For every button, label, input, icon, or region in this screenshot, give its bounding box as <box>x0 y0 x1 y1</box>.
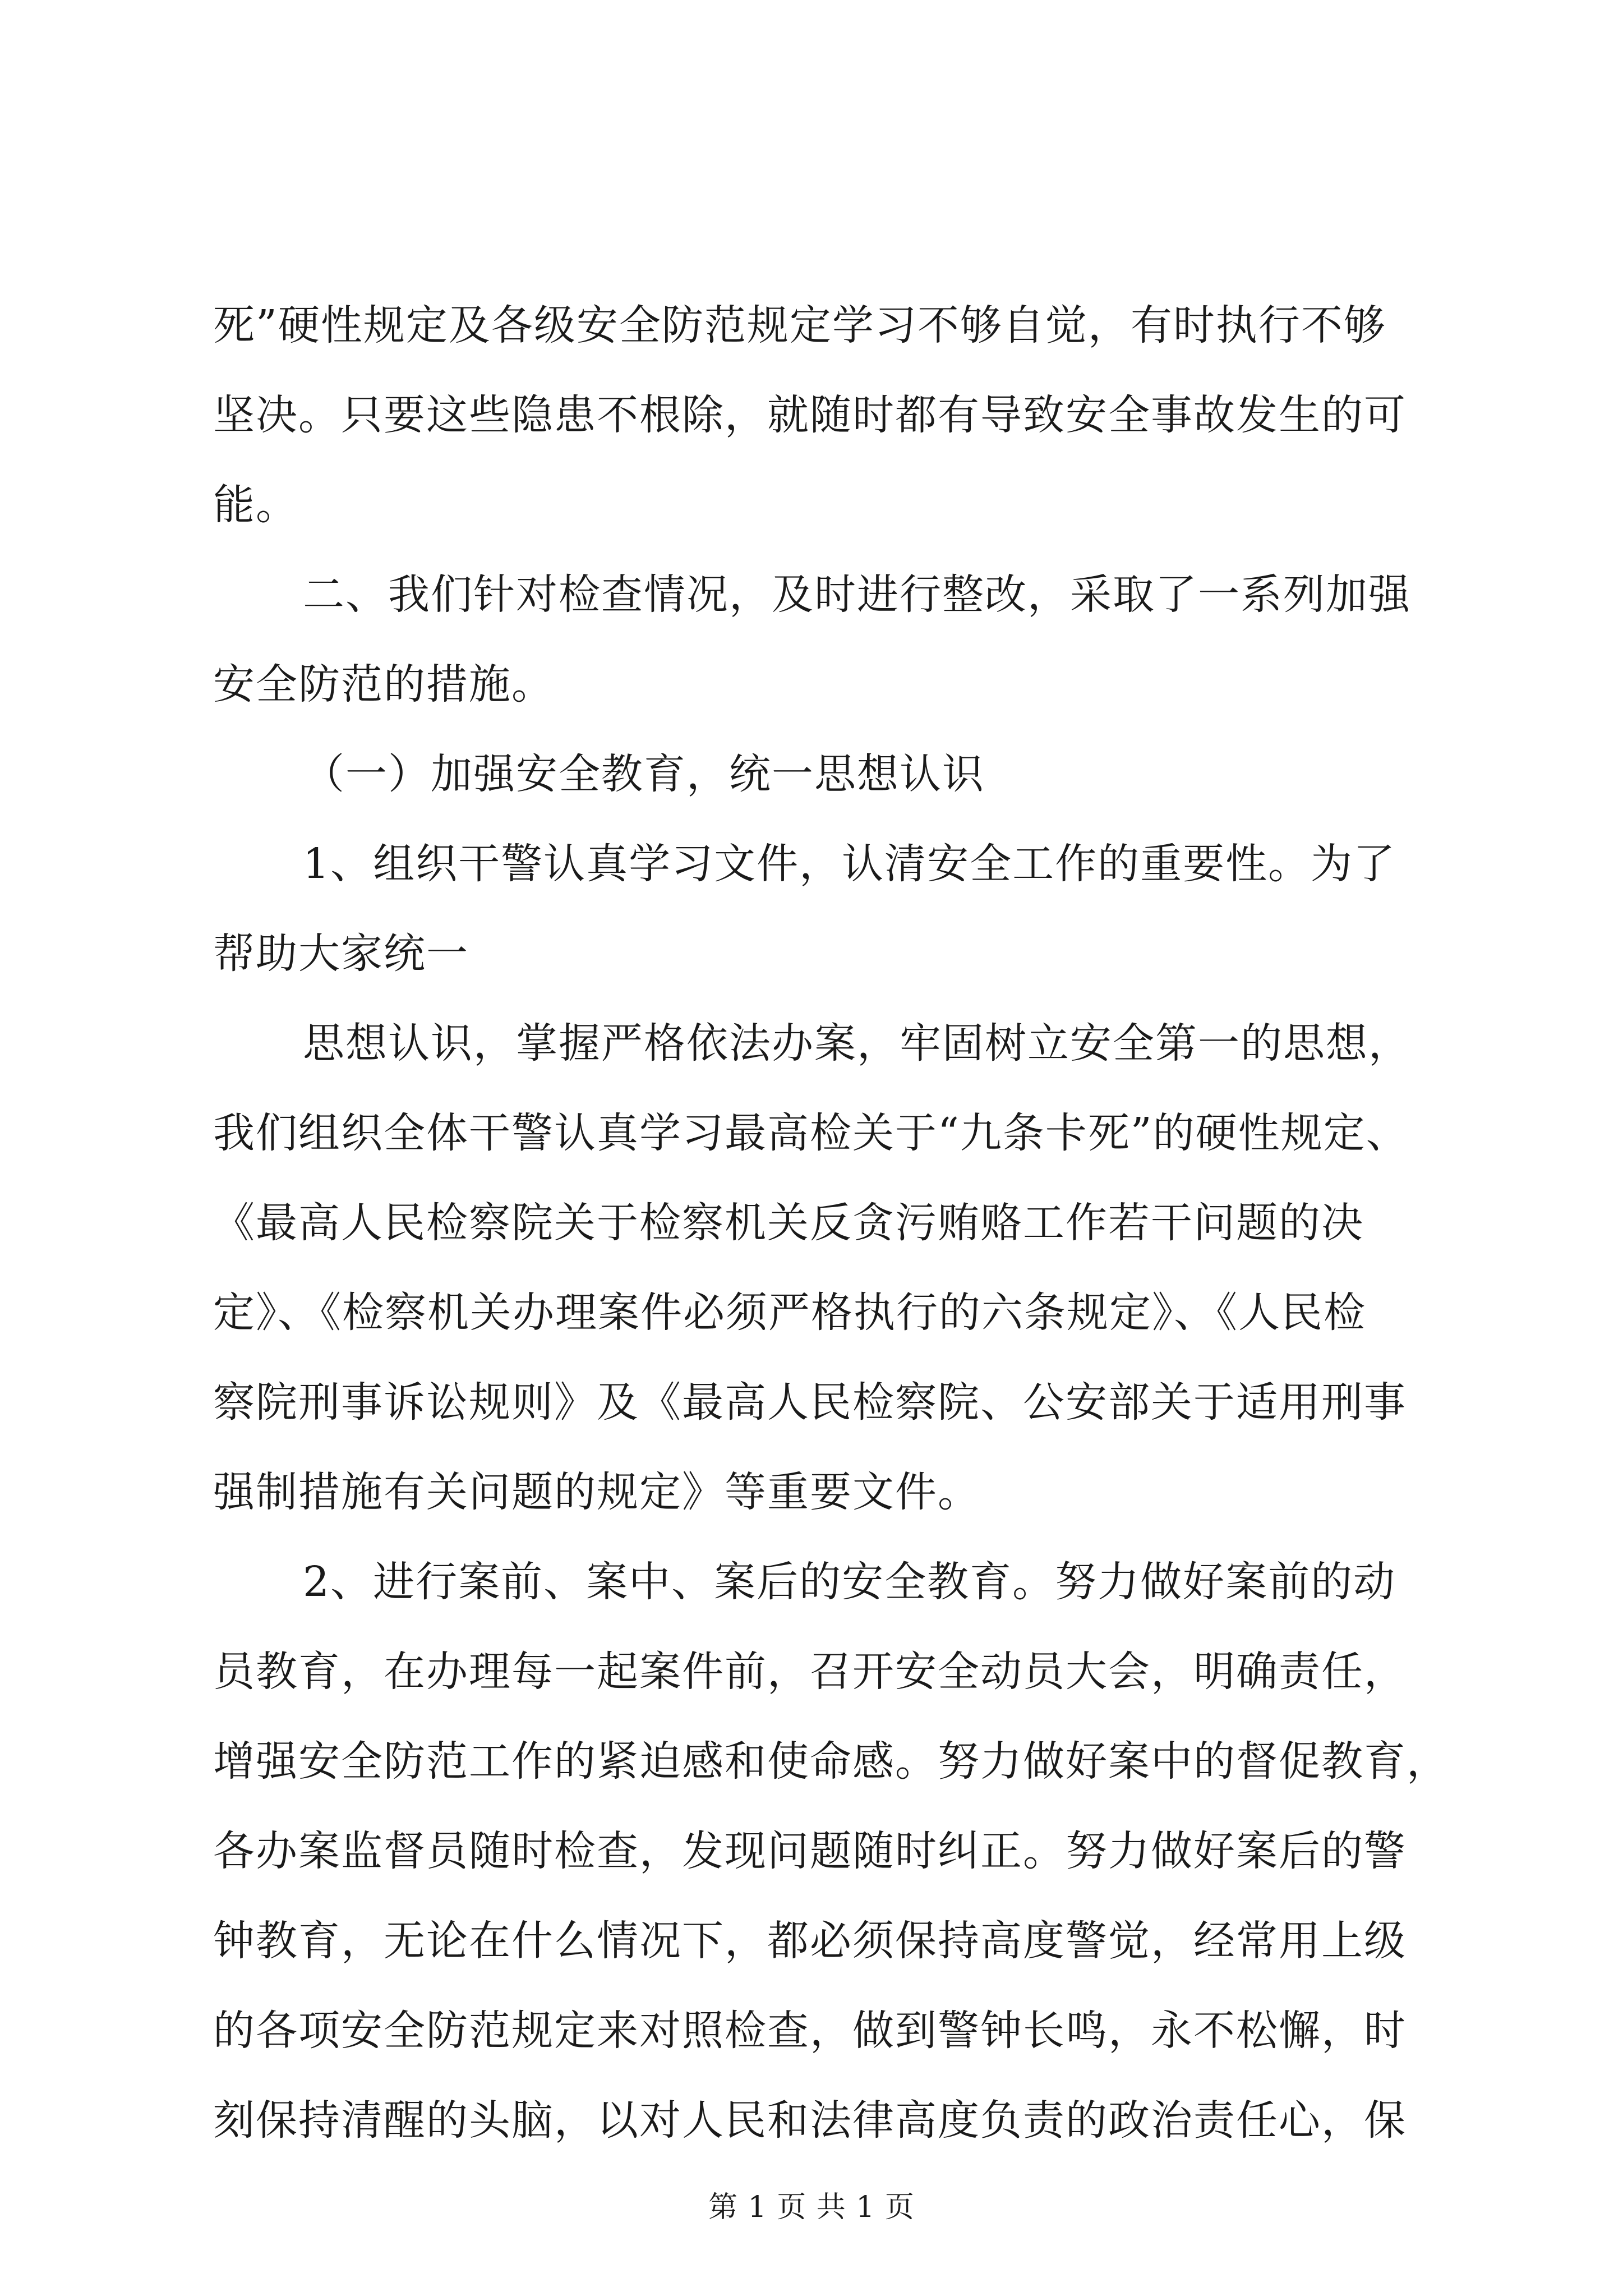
text-line: 坚决。只要这些隐患不根除，就随时都有导致安全事故发生的可 <box>213 391 1407 439</box>
text-line: 钟教育，无论在什么情况下，都必须保持高度警觉，经常用上级 <box>213 1917 1407 1965</box>
text-line: 各办案监督员随时检查，发现问题随时纠正。努力做好案后的警 <box>213 1827 1407 1875</box>
text-line: 帮助大家统一 <box>213 930 469 978</box>
text-line: 刻保持清醒的头脑，以对人民和法律高度负责的政治责任心，保 <box>213 2096 1407 2145</box>
text-line: 我们组织全体干警认真学习最高检关于“九条卡死”的硬性规定、 <box>213 1109 1409 1157</box>
text-line: 的各项安全防范规定来对照检查，做到警钟长鸣，永不松懈，时 <box>213 2007 1407 2055</box>
section-heading: （一）加强安全教育，统一思想认识 <box>303 750 985 798</box>
text-line: 死”硬性规定及各级安全防范规定学习不够自觉，有时执行不够 <box>213 301 1386 349</box>
text-line: 思想认识，掌握严格依法办案，牢固树立安全第一的思想， <box>303 1019 1411 1068</box>
text-line: 增强安全防范工作的紧迫感和使命感。努力做好案中的督促教育， <box>213 1737 1449 1786</box>
text-line: 1、组织干警认真学习文件，认清安全工作的重要性。为了 <box>303 840 1396 888</box>
text-line: 强制措施有关问题的规定》等重要文件。 <box>213 1468 980 1516</box>
text-line: 2、进行案前、案中、案后的安全教育。努力做好案前的动 <box>303 1558 1396 1606</box>
page-footer: 第 1 页 共 1 页 <box>708 2191 915 2224</box>
text-line: 安全防范的措施。 <box>213 660 554 708</box>
text-line: 《最高人民检察院关于检察机关反贪污贿赂工作若干问题的决 <box>213 1199 1364 1247</box>
text-line: 定》、《检察机关办理案件必须严格执行的六条规定》、《人民检 <box>213 1289 1366 1337</box>
text-line: 能。 <box>213 481 298 529</box>
text-line: 二、我们针对检查情况，及时进行整改，采取了一系列加强 <box>303 570 1411 619</box>
text-line: 员教育，在办理每一起案件前，召开安全动员大会，明确责任， <box>213 1648 1407 1696</box>
text-line: 察院刑事诉讼规则》及《最高人民检察院、公安部关于适用刑事 <box>213 1378 1407 1427</box>
